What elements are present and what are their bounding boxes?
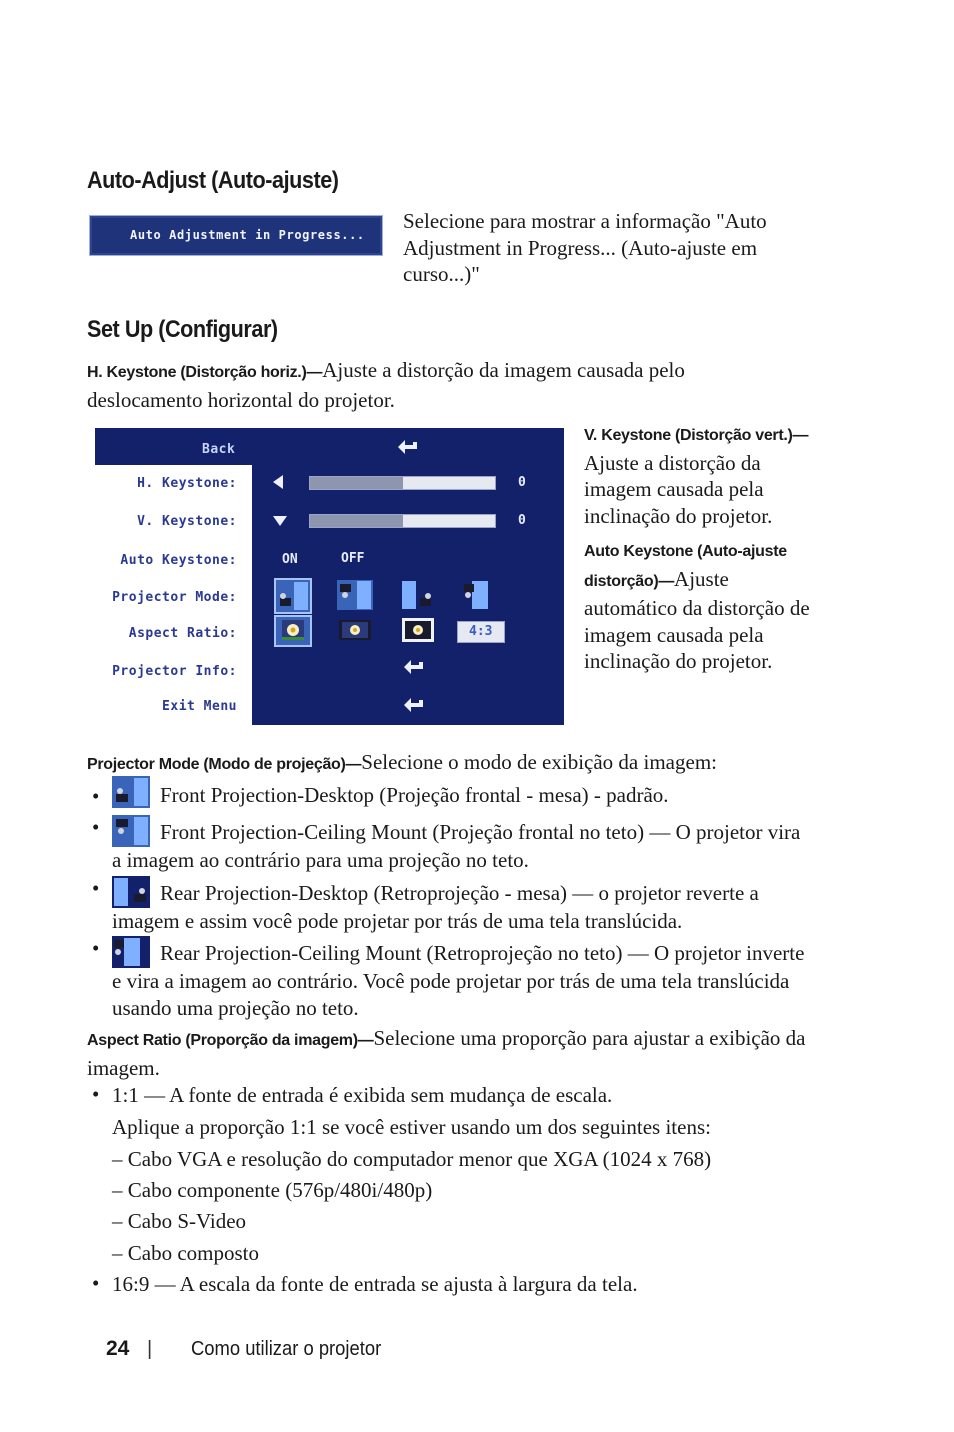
projector-mode-paragraph	[87, 749, 847, 779]
page-number: 24	[106, 1337, 130, 1360]
auto-adjust-heading: Auto-Adjust (Auto-ajuste)	[87, 167, 339, 194]
front-projection-desktop-icon	[112, 776, 150, 808]
aspect-ratio-4-3-label: 4:3	[469, 624, 493, 639]
aspect-ratio-item-2: 16:9 — A escala da fonte de entrada se ajusta à largura da tela.	[112, 1272, 638, 1296]
aspect-ratio-subitem: – Cabo VGA e resolução do computador menor que XGA (1024 x 768)	[112, 1147, 712, 1171]
aspect-ratio-paragraph	[87, 1025, 807, 1081]
projector-mode-front-ceiling[interactable]	[337, 580, 373, 610]
return-arrow-icon[interactable]	[403, 660, 425, 676]
footer-separator: |	[147, 1338, 153, 1360]
osd-label-projector-mode: Projector Mode:	[112, 590, 237, 605]
osd-label-aspect-ratio: Aspect Ratio:	[128, 626, 237, 641]
front-projection-ceiling-icon	[337, 580, 373, 610]
osd-label-exit-menu: Exit Menu	[162, 699, 237, 714]
aspect-ratio-item-1: 1:1 — A fonte de entrada é exibida sem mudança de escala.	[112, 1083, 613, 1107]
aspect-ratio-16-9[interactable]	[339, 617, 371, 643]
auto-keystone-paragraph	[584, 536, 824, 675]
osd-label-projector-info: Projector Info:	[112, 664, 237, 679]
rear-projection-desktop-icon	[400, 580, 436, 610]
auto-adjust-description: Selecione para mostrar a informação "Auto Adjustment in Progress... (Auto-ajuste em curso...)"	[403, 209, 767, 286]
osd-label-v-keystone: V. Keystone:	[137, 514, 237, 529]
projector-mode-item-1	[112, 776, 812, 809]
setup-osd-menu	[95, 428, 564, 725]
aspect-ratio-subitem: – Cabo S-Video	[112, 1209, 247, 1233]
h-keystone-term: H. Keystone (Distorção horiz.)—	[87, 364, 323, 381]
v-keystone-slider-fill	[310, 515, 403, 527]
v-keystone-term: V. Keystone (Distorção vert.)—	[584, 427, 809, 444]
projector-mode-intro: Selecione o modo de exibição da imagem:	[361, 750, 717, 774]
bullet-dot: •	[92, 936, 100, 960]
projector-mode-item-3	[112, 876, 812, 935]
bullet-dot: •	[92, 1082, 100, 1106]
osd-back-label[interactable]: Back	[202, 442, 236, 457]
rear-projection-desktop-icon	[112, 876, 150, 908]
flower-image-icon	[402, 617, 434, 643]
projector-mode-term: Projector Mode (Modo de projeção)—	[87, 756, 362, 773]
auto-keystone-text: Ajuste automático da distorção de imagem causada pela inclinação do projetor.	[584, 566, 810, 673]
auto-adjust-osd-text: Auto Adjustment in Progress...	[130, 228, 365, 242]
front-projection-ceiling-icon	[112, 815, 150, 847]
flower-image-icon	[339, 617, 371, 643]
return-arrow-icon[interactable]	[397, 440, 419, 456]
v-keystone-paragraph	[584, 420, 824, 529]
projector-mode-item-3-text: Rear Projection-Desktop (Retroprojeção - mesa) — o projetor reverte a imagem e assim você pode projetar por trás de uma tela translúcida.	[112, 881, 759, 933]
projector-mode-item-2-text: Front Projection-Ceiling Mount (Projeção frontal no teto) — O projetor vira a imagem ao contrário para uma projeção no teto.	[112, 820, 801, 872]
projector-mode-item-4-text: Rear Projection-Ceiling Mount (Retroprojeção no teto) — O projetor inverte e vira a imagem ao contrário. Você pode projetar por trás de uma tela translúcida usando uma projeção no teto.	[112, 941, 805, 1020]
bullet-dot: •	[92, 815, 100, 839]
auto-keystone-on-option[interactable]: ON	[282, 552, 298, 567]
auto-keystone-off-option[interactable]: OFF	[341, 551, 365, 566]
h-keystone-value: 0	[518, 475, 526, 490]
projector-mode-rear-desktop[interactable]	[400, 580, 436, 610]
v-keystone-slider[interactable]	[309, 514, 496, 528]
projector-mode-item-2	[112, 815, 812, 874]
down-triangle-icon[interactable]	[272, 515, 288, 527]
projector-mode-item-1-text: Front Projection-Desktop (Projeção frontal - mesa) - padrão.	[160, 783, 669, 807]
aspect-ratio-native[interactable]	[402, 617, 434, 643]
bullet-dot: •	[92, 1271, 100, 1295]
projector-mode-rear-ceiling[interactable]	[462, 580, 498, 610]
h-keystone-text: Ajuste a distorção da imagem causada pelo deslocamento horizontal do projetor.	[87, 358, 685, 412]
h-keystone-paragraph	[87, 357, 787, 413]
footer-section-title: Como utilizar o projetor	[191, 1338, 382, 1360]
h-keystone-slider-fill	[310, 477, 403, 489]
bullet-dot: •	[92, 876, 100, 900]
rear-projection-ceiling-icon	[462, 580, 498, 610]
left-triangle-icon[interactable]	[271, 474, 285, 490]
aspect-ratio-intro: Selecione uma proporção para ajustar a exibição da imagem.	[87, 1026, 806, 1080]
osd-label-auto-keystone: Auto Keystone:	[120, 553, 237, 568]
aspect-ratio-apply: Aplique a proporção 1:1 se você estiver usando um dos seguintes itens:	[112, 1115, 711, 1139]
auto-keystone-term: Auto Keystone (Auto-ajuste distorção)—	[584, 543, 787, 590]
h-keystone-slider[interactable]	[309, 476, 496, 490]
aspect-ratio-subitem: – Cabo composto	[112, 1241, 259, 1265]
setup-heading: Set Up (Configurar)	[87, 316, 278, 343]
v-keystone-text: Ajuste a distorção da imagem causada pela inclinação do projetor.	[584, 450, 773, 528]
flower-image-icon	[276, 617, 310, 645]
aspect-ratio-1-1[interactable]	[274, 615, 312, 647]
projector-mode-front-desktop[interactable]	[274, 578, 312, 614]
osd-top-band	[95, 428, 564, 465]
v-keystone-value: 0	[518, 513, 526, 528]
aspect-ratio-subitem: – Cabo componente (576p/480i/480p)	[112, 1178, 433, 1202]
projector-mode-item-4	[112, 936, 812, 1021]
auto-adjust-osd-box	[89, 215, 383, 256]
rear-projection-ceiling-icon	[112, 936, 150, 968]
osd-label-h-keystone: H. Keystone:	[137, 476, 237, 491]
return-arrow-icon[interactable]	[403, 698, 425, 714]
aspect-ratio-term: Aspect Ratio (Proporção da imagem)—	[87, 1032, 374, 1049]
bullet-dot: •	[92, 784, 100, 808]
aspect-ratio-4-3-box[interactable]	[457, 621, 505, 643]
front-projection-desktop-icon	[276, 580, 310, 612]
